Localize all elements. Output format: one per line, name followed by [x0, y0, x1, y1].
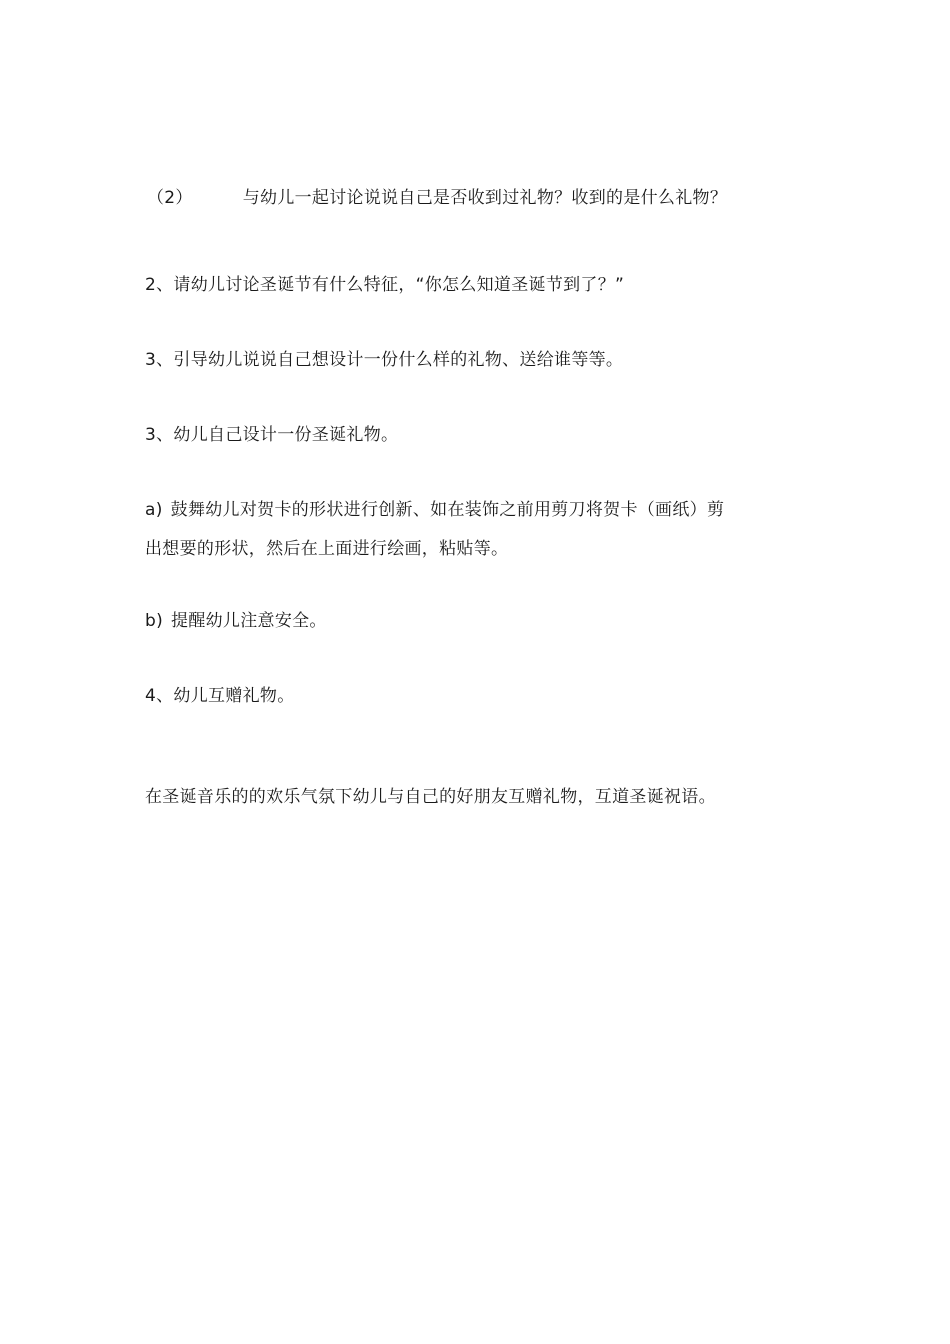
paragraph-text: 提醒幼儿注意安全。: [171, 611, 327, 631]
paragraph-text: 3、幼儿自己设计一份圣诞礼物。: [145, 425, 399, 445]
paragraph-text: 鼓舞幼儿对贺卡的形状进行创新、如在装饰之前用剪刀将贺卡（画纸）剪: [170, 500, 725, 520]
list-marker: （2）: [147, 188, 193, 208]
list-marker: b): [145, 611, 164, 631]
list-item-b: [145, 613, 327, 630]
paragraph-closing: [145, 789, 716, 806]
list-item-a-continuation: [145, 541, 508, 558]
paragraph-christmas-features: [145, 277, 624, 294]
list-item-a: [145, 502, 724, 519]
paragraph-text: 2、请幼儿讨论圣诞节有什么特征，“你怎么知道圣诞节到了？”: [145, 275, 625, 295]
paragraph-design-gift: [145, 352, 623, 369]
list-item-discussion-gifts: [147, 190, 727, 207]
paragraph-text: 4、幼儿互赠礼物。: [145, 686, 295, 706]
paragraph-text: 3、引导幼儿说说自己想设计一份什么样的礼物、送给谁等等。: [145, 350, 624, 370]
paragraph-text: 出想要的形状，然后在上面进行绘画，粘贴等。: [145, 539, 509, 559]
list-marker: a): [145, 500, 163, 520]
paragraph-text: 在圣诞音乐的的欢乐气氛下幼儿与自己的好朋友互赠礼物，互道圣诞祝语。: [145, 787, 716, 807]
paragraph-text: 与幼儿一起讨论说说自己是否收到过礼物？收到的是什么礼物？: [242, 188, 728, 208]
paragraph-self-design: [145, 427, 398, 444]
paragraph-exchange-gifts: [145, 688, 295, 705]
